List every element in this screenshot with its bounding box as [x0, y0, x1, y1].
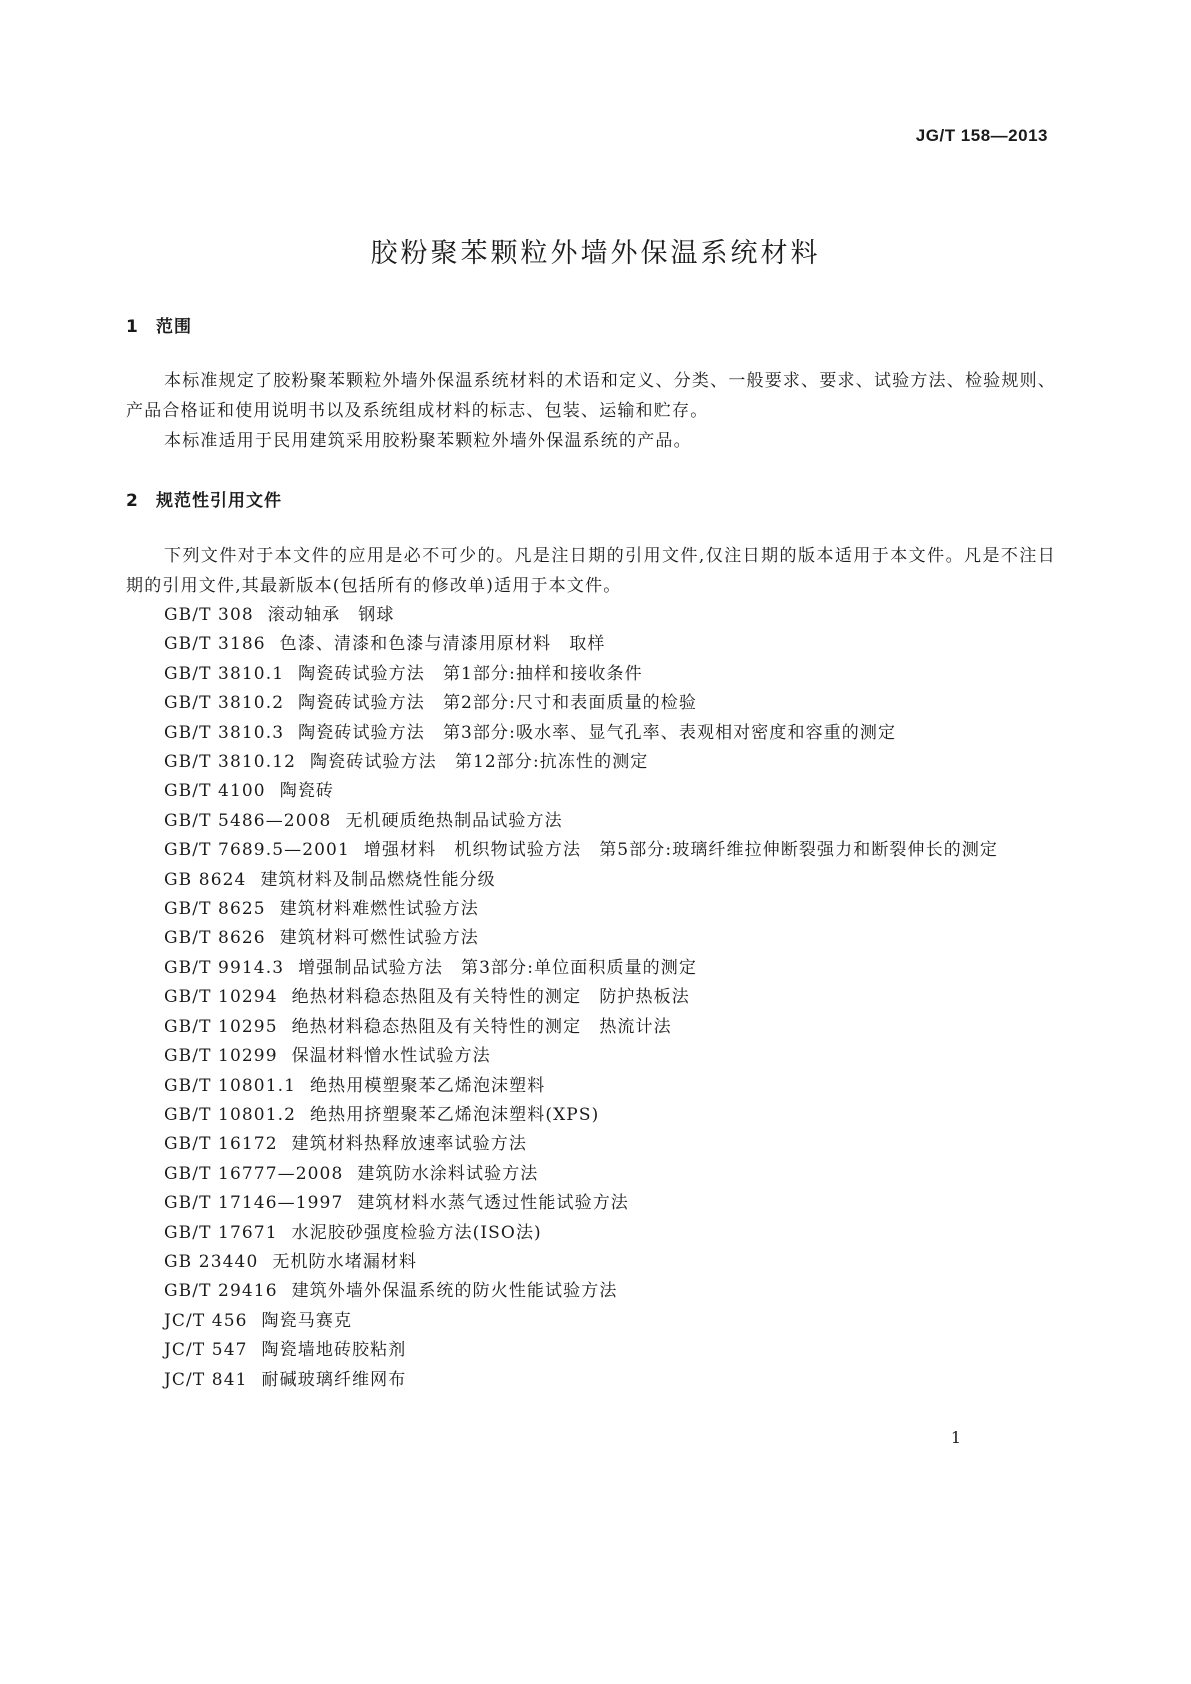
section-2-number: 2: [126, 491, 139, 511]
reference-code: GB/T 3810.12: [164, 752, 297, 773]
reference-code: JC/T 841: [164, 1369, 248, 1390]
reference-item: [126, 983, 1056, 1012]
reference-title: 陶瓷砖: [279, 781, 335, 802]
reference-code: GB/T 10801.1: [164, 1075, 297, 1096]
page-title: 胶粉聚苯颗粒外墙外保温系统材料: [370, 238, 821, 269]
reference-code: GB/T 308: [164, 605, 254, 625]
reference-title: 陶瓷马赛克: [261, 1310, 353, 1331]
reference-code: GB/T 3186: [164, 634, 266, 655]
reference-title: 建筑材料水蒸气透过性能试验方法: [357, 1193, 629, 1214]
reference-item: [126, 1101, 1056, 1130]
reference-code: GB/T 10294: [164, 987, 278, 1008]
scope-paragraph-1: 本标准规定了胶粉聚苯颗粒外墙外保温系统材料的术语和定义、分类、一般要求、要求、试验方法、检验规则、产品合格证和使用说明书以及系统组成材料的标志、包装、运输和贮存。: [126, 371, 1056, 421]
reference-item: [126, 1307, 1056, 1336]
reference-title: 建筑材料热释放速率试验方法: [291, 1134, 527, 1155]
reference-item: [126, 895, 1056, 924]
reference-item: [126, 924, 1056, 953]
standard-number: JG/T 158—2013: [915, 126, 1048, 145]
reference-item: [126, 807, 1056, 836]
reference-title: 绝热材料稳态热阻及有关特性的测定 防护热板法: [291, 987, 690, 1008]
reference-item: [126, 836, 1056, 865]
reference-item: [126, 1160, 1056, 1189]
reference-code: GB/T 5486—2008: [164, 810, 332, 831]
reference-code: GB/T 10299: [164, 1046, 278, 1067]
reference-title: 水泥胶砂强度检验方法(ISO法): [291, 1222, 542, 1243]
reference-title: 耐碱玻璃纤维网布: [261, 1369, 407, 1390]
reference-item: [126, 1336, 1056, 1365]
reference-item: [126, 866, 1056, 895]
reference-title: 色漆、清漆和色漆与清漆用原材料 取样: [279, 634, 606, 655]
reference-code: GB 8624: [164, 869, 247, 890]
reference-code: JC/T 547: [164, 1340, 248, 1361]
reference-title: 无机硬质绝热制品试验方法: [345, 810, 563, 831]
section-1-title: 范围: [156, 317, 192, 337]
reference-title: 陶瓷墙地砖胶粘剂: [261, 1340, 407, 1361]
reference-title: 绝热用挤塑聚苯乙烯泡沫塑料(XPS): [310, 1104, 600, 1125]
reference-code: GB/T 16777—2008: [164, 1163, 344, 1184]
references-intro: 下列文件对于本文件的应用是必不可少的。凡是注日期的引用文件,仅注日期的版本适用于本文件。凡是不注日期的引用文件,其最新版本(包括所有的修改单)适用于本文件。: [126, 546, 1056, 596]
reference-item: [126, 748, 1056, 777]
reference-item: [126, 1248, 1056, 1277]
reference-item: [126, 1219, 1056, 1248]
reference-item: [126, 1366, 1056, 1395]
reference-item: [126, 1013, 1056, 1042]
reference-code: GB/T 10295: [164, 1016, 278, 1037]
reference-title: 保温材料憎水性试验方法: [291, 1046, 491, 1067]
reference-code: GB/T 29416: [164, 1281, 278, 1302]
reference-item: [126, 1130, 1056, 1159]
reference-title: 绝热用模塑聚苯乙烯泡沫塑料: [310, 1075, 546, 1096]
reference-title: 建筑材料及制品燃烧性能分级: [260, 869, 496, 890]
reference-title: 增强材料 机织物试验方法 第5部分:玻璃纤维拉伸断裂强力和断裂伸长的测定: [363, 840, 999, 861]
reference-item: [126, 660, 1056, 689]
section-2-title: 规范性引用文件: [156, 491, 282, 511]
reference-item: [126, 1189, 1056, 1218]
reference-title: 建筑外墙外保温系统的防火性能试验方法: [291, 1281, 618, 1302]
section-2-heading: [126, 486, 282, 511]
reference-item: [126, 954, 1056, 983]
reference-item: [126, 1277, 1056, 1306]
reference-title: 建筑材料可燃性试验方法: [279, 928, 479, 949]
reference-code: GB/T 17671: [164, 1222, 278, 1243]
reference-title: 建筑材料难燃性试验方法: [279, 899, 479, 920]
reference-item: [126, 777, 1056, 806]
reference-title: 绝热材料稳态热阻及有关特性的测定 热流计法: [291, 1016, 672, 1037]
reference-item: [126, 689, 1056, 718]
scope-paragraph-2: 本标准适用于民用建筑采用胶粉聚苯颗粒外墙外保温系统的产品。: [164, 431, 692, 451]
reference-title: 陶瓷砖试验方法 第3部分:吸水率、显气孔率、表观相对密度和容重的测定: [298, 722, 897, 743]
reference-item: [126, 630, 1056, 659]
reference-code: GB/T 4100: [164, 781, 266, 802]
page-number: 1: [950, 1428, 961, 1447]
section-1-number: 1: [126, 317, 139, 337]
reference-code: GB/T 3810.2: [164, 693, 285, 714]
reference-code: GB/T 10801.2: [164, 1104, 297, 1125]
section-1-heading: [126, 312, 192, 337]
reference-title: 陶瓷砖试验方法 第2部分:尺寸和表面质量的检验: [298, 693, 697, 714]
reference-item: [126, 719, 1056, 748]
reference-item: [126, 1072, 1056, 1101]
reference-code: JC/T 456: [164, 1310, 248, 1331]
reference-item: [126, 1042, 1056, 1071]
reference-code: GB/T 8626: [164, 928, 266, 949]
reference-title: 增强制品试验方法 第3部分:单位面积质量的测定: [298, 957, 697, 978]
reference-code: GB/T 3810.3: [164, 722, 285, 743]
reference-title: 建筑防水涂料试验方法: [357, 1163, 539, 1184]
reference-title: 无机防水堵漏材料: [272, 1251, 418, 1272]
reference-title: 陶瓷砖试验方法 第1部分:抽样和接收条件: [298, 663, 643, 684]
reference-item: [126, 601, 1056, 630]
reference-title: 滚动轴承 钢球: [267, 605, 395, 625]
reference-code: GB/T 8625: [164, 899, 266, 920]
reference-code: GB/T 3810.1: [164, 663, 285, 684]
reference-code: GB 23440: [164, 1251, 259, 1272]
reference-code: GB/T 16172: [164, 1134, 278, 1155]
reference-code: GB/T 17146—1997: [164, 1193, 344, 1214]
reference-list: [126, 601, 1056, 1395]
reference-title: 陶瓷砖试验方法 第12部分:抗冻性的测定: [310, 752, 649, 773]
reference-code: GB/T 7689.5—2001: [164, 840, 350, 861]
reference-code: GB/T 9914.3: [164, 957, 285, 978]
